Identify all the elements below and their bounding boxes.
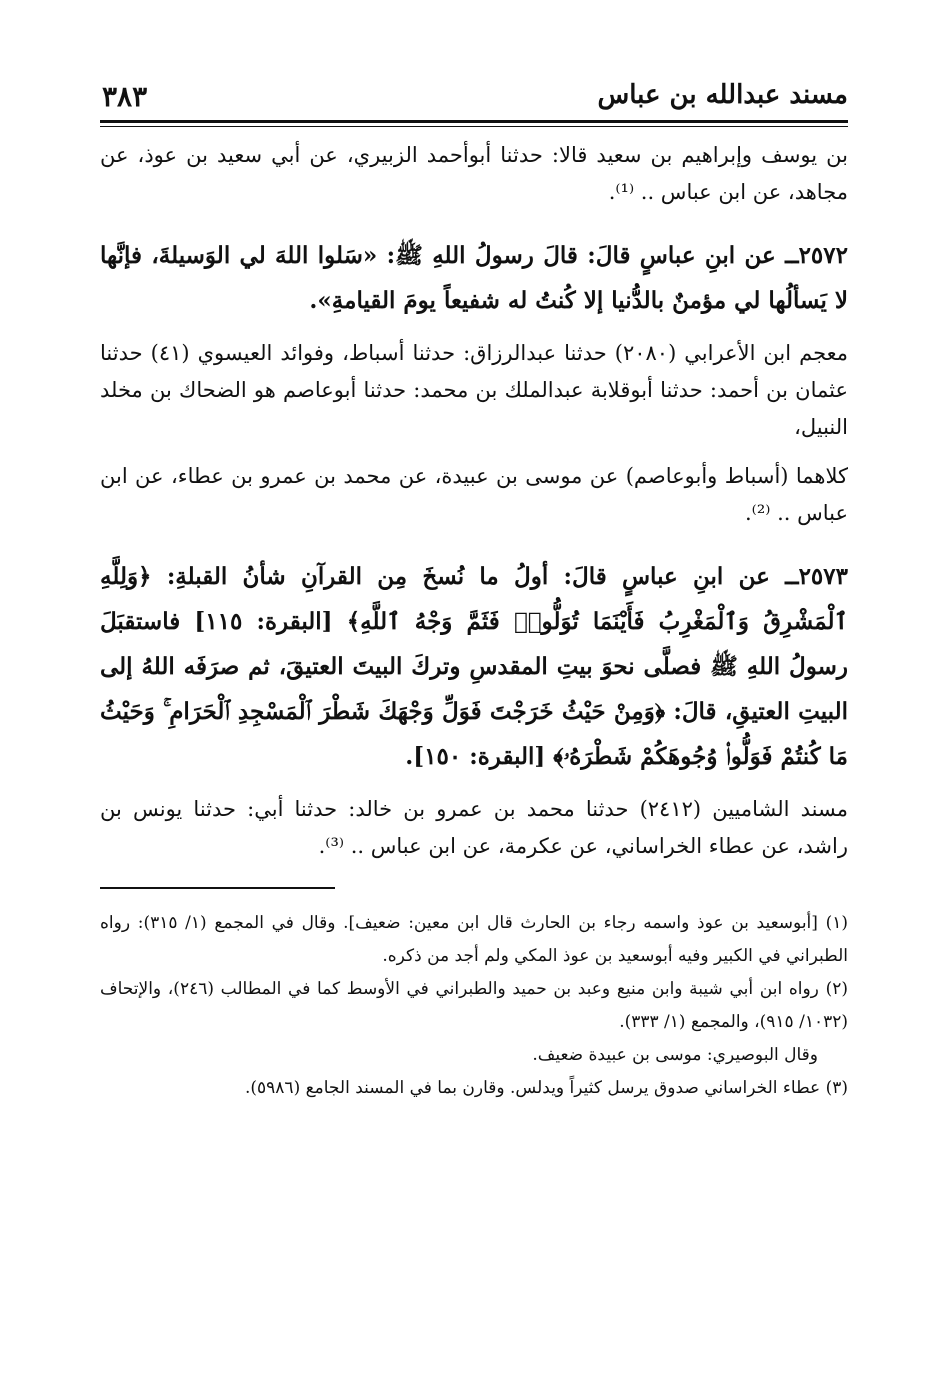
footnotes — [100, 907, 848, 1105]
page-number: ٣٨٣ — [102, 80, 148, 113]
paragraph-isnad-4: مسند الشاميين (٢٤١٢) حدثنا محمد بن عمرو بن خالد: حدثنا أبي: حدثنا يونس بن راشد، عن عطاء الخراساني، عن عكرمة، عن ابن عباس .. ⁽³⁾. — [100, 797, 848, 858]
paragraph-isnad-3: كلاهما (أسباط وأبوعاصم) عن موسى بن عبيدة، عن محمد بن عمرو بن عطاء، عن ابن عباس .. ⁽²⁾. — [100, 464, 848, 525]
page — [100, 78, 848, 1105]
header-rule-thick — [100, 120, 848, 123]
footnote-3: (٣) عطاء الخراساني صدوق يرسل كثيراً ويدلس. وقارن بما في المسند الجامع (٥٩٨٦). — [244, 1078, 848, 1098]
hadith-2572: ٢٥٧٢ــ عن ابنِ عباسٍ قالَ: قالَ رسولُ اللهِ ﷺ: «سَلوا اللهَ لي الوَسيلةَ، فإنَّها لا يَسألُها لي مؤمنٌ بالدُّنيا إلا كُنتُ له شفيعاً يومَ القيامةِ». — [100, 242, 848, 314]
footnote-1: (١) [أبوسعيد بن عوذ واسمه رجاء بن الحارث قال ابن معين: ضعيف]. وقال في المجمع (١/ ٣١٥): رواه الطبراني في الكبير وفيه أبوسعيد بن عوذ المكي ولم أجد من ذكره. — [100, 913, 848, 966]
running-header — [100, 78, 848, 118]
footnote-2-continuation: وقال البوصيري: موسى بن عبيدة ضعيف. — [532, 1045, 818, 1065]
footnote-separator — [100, 887, 335, 889]
footnote-2: (٢) رواه ابن أبي شيبة وابن منيع وعبد بن حميد والطبراني في الأوسط كما في المطالب (٢٤٦)، والإتحاف (١٠٣٢/ ٩١٥)، والمجمع (١/ ٣٣٣). — [100, 979, 848, 1032]
paragraph-isnad-1: بن يوسف وإبراهيم بن سعيد قالا: حدثنا أبوأحمد الزبيري، عن أبي سعيد بن عوذ، عن مجاهد، عن ابن عباس .. ⁽¹⁾. — [100, 143, 848, 204]
hadith-2573: ٢٥٧٣ــ عن ابنِ عباسٍ قالَ: أولُ ما نُسخَ مِن القرآنِ شأنُ القبلةِ: ﴿وَلِلَّهِ ٱلْمَشْرِقُ وَٱلْمَغْرِبُ فَأَيْنَمَا تُوَلُّوا۟ فَثَمَّ وَجْهُ ٱللَّهِ﴾ [البقرة: ١١٥] فاستقبَلَ رسولُ اللهِ ﷺ فصلَّى نحوَ بيتِ المقدسِ وتركَ البيتَ العتيقَ، ثم صرَفَه اللهُ إلى البيتِ العتيقِ، قالَ: ﴿وَمِنْ حَيْثُ خَرَجْتَ فَوَلِّ وَجْهَكَ شَطْرَ ٱلْمَسْجِدِ ٱلْحَرَامِ ۚ وَحَيْثُ مَا كُنتُمْ فَوَلُّوا۟ وُجُوهَكُمْ شَطْرَهُۥ﴾ [البقرة: ١٥٠]. — [100, 563, 848, 770]
running-title: مسند عبدالله بن عباس — [597, 80, 848, 110]
paragraph-isnad-2: معجم ابن الأعرابي (٢٠٨٠) حدثنا عبدالرزاق: حدثنا أسباط، وفوائد العيسوي (٤١) حدثنا عثمان بن أحمد: حدثنا أبوقلابة عبدالملك بن محمد: حدثنا أبوعاصم هو الضحاك بن مخلد النبيل، — [100, 341, 849, 439]
